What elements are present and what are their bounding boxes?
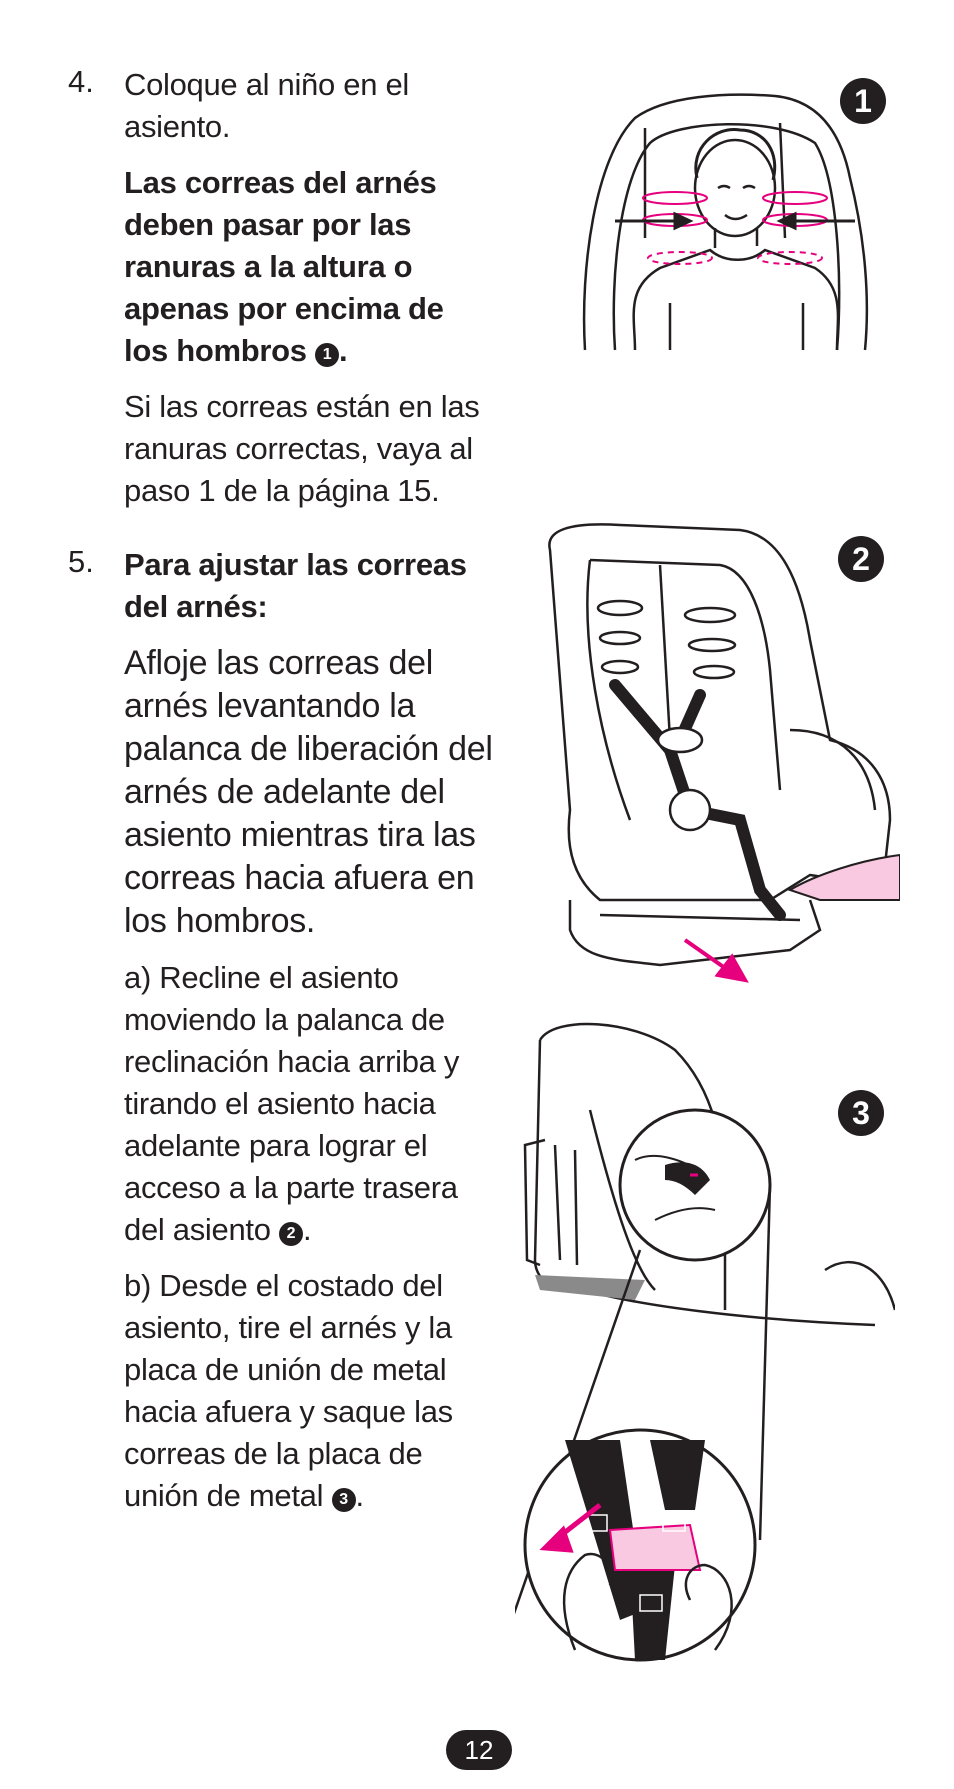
pull-arrow-icon [685,940,725,968]
step-5-heading: Para ajustar las correas del arnés: [124,547,467,624]
step-4-body [124,64,504,512]
upper-slot-left [643,192,707,204]
step-4-bold-span: Las correas del arnés deben pasar por las ranuras a la altura o apenas por encima de los hombros [124,165,444,368]
upper-slot-right [763,192,827,204]
step-5-para-a-text: a) Recline el asiento moviendo la palanca de reclinación hacia arriba y tirando el asiento hacia adelante para lograr el acceso a la parte trasera del asiento [124,960,460,1247]
figure-ref-1-icon: 1 [315,343,339,367]
page-number: 12 [446,1730,512,1770]
figure-1-label: 1 [854,83,872,119]
buckle-icon [670,790,710,830]
step-5-para-b-text: b) Desde el costado del asiento, tire el arnés y la placa de unión de metal hacia afuera y saque las correas de la placa de unión de metal [124,1268,453,1513]
chest-clip-icon [658,728,702,752]
step-5-body [124,544,504,1517]
figure-1-number-icon [840,78,886,124]
step-5-number: 5. [68,544,94,579]
figure-ref-2-icon: 2 [279,1222,303,1246]
figure-2-number-icon [838,536,884,582]
seat-base-shadow [535,1275,645,1300]
step-4-line1: Coloque al niño en el asiento. [124,67,409,144]
step-5-para-b: b) Desde el costado del asiento, tire el arnés y la placa de unión de metal hacia afuera y saque las correas de la placa de unión de metal 3 . [124,1268,453,1513]
figure-3-label: 3 [852,1095,870,1131]
step-5-para-a: a) Recline el asiento moviendo la palanca de reclinación hacia arriba y tirando el asiento hacia adelante para lograr el acceso a la parte trasera del asiento 2 . [124,960,460,1247]
metal-splitter-plate [610,1525,700,1570]
step-4-number: 4. [68,64,94,99]
figure-ref-3-icon: 3 [332,1488,356,1512]
figure-2-car-seat [540,520,900,990]
step-4-bold-text: Las correas del arnés deben pasar por las ranuras a la altura o apenas por encima de los hombros 1 . [124,165,444,368]
figure-2-label: 2 [852,541,870,577]
figure-1-child-shoulders [575,88,895,358]
figure-3-number-icon [838,1090,884,1136]
step-5-para1: Afloje las correas del arnés levantando la palanca de liberación del arnés de adelante del asiento mientras tira las correas hacia afuera en los hombros. [124,644,493,940]
seat-outline [549,524,890,900]
step-4-para2: Si las correas están en las ranuras correctas, vaya al paso 1 de la página 15. [124,389,480,508]
